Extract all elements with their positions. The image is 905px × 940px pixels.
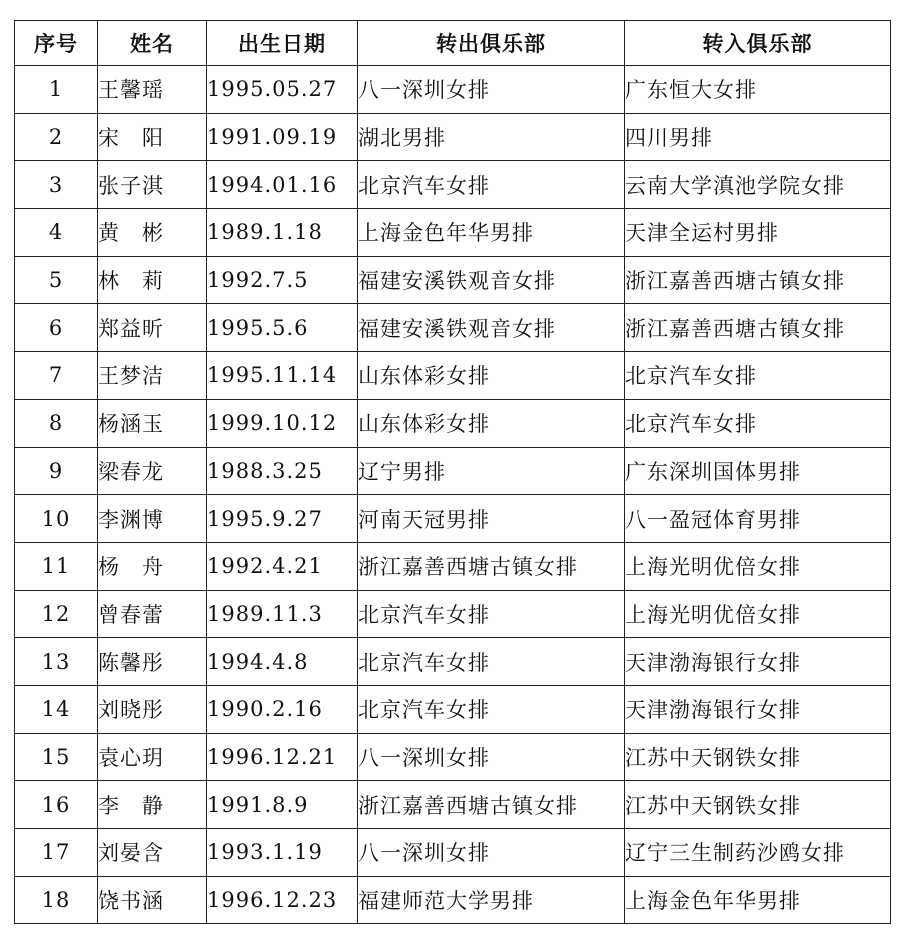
header-row: [15, 21, 891, 66]
table-row: [15, 66, 891, 114]
cell-birth-date: 1995.11.14: [207, 352, 358, 400]
cell-serial-number: 17: [15, 829, 98, 877]
cell-birth-date: 1995.05.27: [207, 66, 358, 114]
cell-from-club: 河南天冠男排: [358, 495, 625, 543]
table-row: [15, 781, 891, 829]
cell-serial-number: 8: [15, 399, 98, 447]
cell-from-club: 山东体彩女排: [358, 352, 625, 400]
cell-from-club: 山东体彩女排: [358, 399, 625, 447]
cell-birth-date: 1994.01.16: [207, 161, 358, 209]
cell-to-club: 辽宁三生制药沙鸥女排: [625, 829, 891, 877]
cell-name: 王梦洁: [98, 352, 207, 400]
cell-serial-number: 11: [15, 542, 98, 590]
cell-serial-number: 6: [15, 304, 98, 352]
cell-serial-number: 9: [15, 447, 98, 495]
cell-from-club: 北京汽车女排: [358, 638, 625, 686]
table-row: [15, 352, 891, 400]
cell-birth-date: 1991.09.19: [207, 113, 358, 161]
cell-from-club: 福建安溪铁观音女排: [358, 256, 625, 304]
cell-to-club: 广东恒大女排: [625, 66, 891, 114]
cell-serial-number: 13: [15, 638, 98, 686]
table-row: [15, 829, 891, 877]
cell-to-club: 上海光明优倍女排: [625, 542, 891, 590]
cell-from-club: 北京汽车女排: [358, 685, 625, 733]
cell-to-club: 上海光明优倍女排: [625, 590, 891, 638]
cell-to-club: 江苏中天钢铁女排: [625, 733, 891, 781]
table-row: [15, 209, 891, 257]
table-row: [15, 733, 891, 781]
cell-serial-number: 10: [15, 495, 98, 543]
cell-to-club: 四川男排: [625, 113, 891, 161]
cell-name: 曾春蕾: [98, 590, 207, 638]
cell-name: 杨 舟: [98, 542, 207, 590]
cell-serial-number: 18: [15, 876, 98, 924]
cell-to-club: 云南大学滇池学院女排: [625, 161, 891, 209]
cell-birth-date: 1995.9.27: [207, 495, 358, 543]
cell-from-club: 辽宁男排: [358, 447, 625, 495]
header-to-club: 转入俱乐部: [625, 21, 891, 66]
header-serial-number: 序号: [15, 21, 98, 66]
cell-serial-number: 15: [15, 733, 98, 781]
cell-to-club: 浙江嘉善西塘古镇女排: [625, 304, 891, 352]
cell-name: 王馨瑶: [98, 66, 207, 114]
cell-name: 刘晓彤: [98, 685, 207, 733]
cell-to-club: 北京汽车女排: [625, 352, 891, 400]
cell-from-club: 八一深圳女排: [358, 66, 625, 114]
cell-birth-date: 1993.1.19: [207, 829, 358, 877]
cell-to-club: 天津全运村男排: [625, 209, 891, 257]
cell-birth-date: 1999.10.12: [207, 399, 358, 447]
table-body: [15, 66, 891, 924]
cell-from-club: 北京汽车女排: [358, 590, 625, 638]
cell-from-club: 八一深圳女排: [358, 733, 625, 781]
table-row: [15, 256, 891, 304]
cell-name: 张子淇: [98, 161, 207, 209]
cell-name: 梁春龙: [98, 447, 207, 495]
cell-from-club: 浙江嘉善西塘古镇女排: [358, 781, 625, 829]
cell-to-club: 北京汽车女排: [625, 399, 891, 447]
cell-serial-number: 4: [15, 209, 98, 257]
cell-to-club: 广东深圳国体男排: [625, 447, 891, 495]
header-name: 姓名: [98, 21, 207, 66]
cell-to-club: 江苏中天钢铁女排: [625, 781, 891, 829]
cell-to-club: 八一盈冠体育男排: [625, 495, 891, 543]
cell-birth-date: 1996.12.21: [207, 733, 358, 781]
cell-birth-date: 1989.1.18: [207, 209, 358, 257]
table-header: [15, 21, 891, 66]
header-from-club: 转出俱乐部: [358, 21, 625, 66]
cell-from-club: 上海金色年华男排: [358, 209, 625, 257]
cell-serial-number: 5: [15, 256, 98, 304]
cell-name: 饶书涵: [98, 876, 207, 924]
cell-birth-date: 1988.3.25: [207, 447, 358, 495]
cell-name: 李渊博: [98, 495, 207, 543]
cell-serial-number: 16: [15, 781, 98, 829]
cell-name: 刘晏含: [98, 829, 207, 877]
cell-birth-date: 1992.7.5: [207, 256, 358, 304]
cell-to-club: 天津渤海银行女排: [625, 638, 891, 686]
table-row: [15, 590, 891, 638]
cell-name: 郑益昕: [98, 304, 207, 352]
cell-serial-number: 2: [15, 113, 98, 161]
table-row: [15, 113, 891, 161]
table-row: [15, 304, 891, 352]
cell-from-club: 浙江嘉善西塘古镇女排: [358, 542, 625, 590]
cell-birth-date: 1995.5.6: [207, 304, 358, 352]
table-row: [15, 447, 891, 495]
cell-name: 黄 彬: [98, 209, 207, 257]
cell-name: 宋 阳: [98, 113, 207, 161]
table-row: [15, 542, 891, 590]
cell-serial-number: 3: [15, 161, 98, 209]
transfer-table: [14, 20, 891, 924]
table-row: [15, 161, 891, 209]
cell-serial-number: 1: [15, 66, 98, 114]
cell-to-club: 天津渤海银行女排: [625, 685, 891, 733]
cell-from-club: 福建安溪铁观音女排: [358, 304, 625, 352]
cell-to-club: 浙江嘉善西塘古镇女排: [625, 256, 891, 304]
cell-name: 杨涵玉: [98, 399, 207, 447]
cell-name: 袁心玥: [98, 733, 207, 781]
cell-birth-date: 1990.2.16: [207, 685, 358, 733]
table-row: [15, 685, 891, 733]
cell-name: 陈馨彤: [98, 638, 207, 686]
table-row: [15, 638, 891, 686]
cell-from-club: 湖北男排: [358, 113, 625, 161]
cell-birth-date: 1991.8.9: [207, 781, 358, 829]
cell-from-club: 八一深圳女排: [358, 829, 625, 877]
cell-name: 李 静: [98, 781, 207, 829]
cell-serial-number: 7: [15, 352, 98, 400]
table-row: [15, 495, 891, 543]
cell-serial-number: 12: [15, 590, 98, 638]
table-row: [15, 399, 891, 447]
cell-birth-date: 1996.12.23: [207, 876, 358, 924]
cell-name: 林 莉: [98, 256, 207, 304]
cell-birth-date: 1994.4.8: [207, 638, 358, 686]
cell-to-club: 上海金色年华男排: [625, 876, 891, 924]
table-row: [15, 876, 891, 924]
cell-from-club: 福建师范大学男排: [358, 876, 625, 924]
cell-from-club: 北京汽车女排: [358, 161, 625, 209]
cell-birth-date: 1992.4.21: [207, 542, 358, 590]
cell-serial-number: 14: [15, 685, 98, 733]
header-birth-date: 出生日期: [207, 21, 358, 66]
cell-birth-date: 1989.11.3: [207, 590, 358, 638]
